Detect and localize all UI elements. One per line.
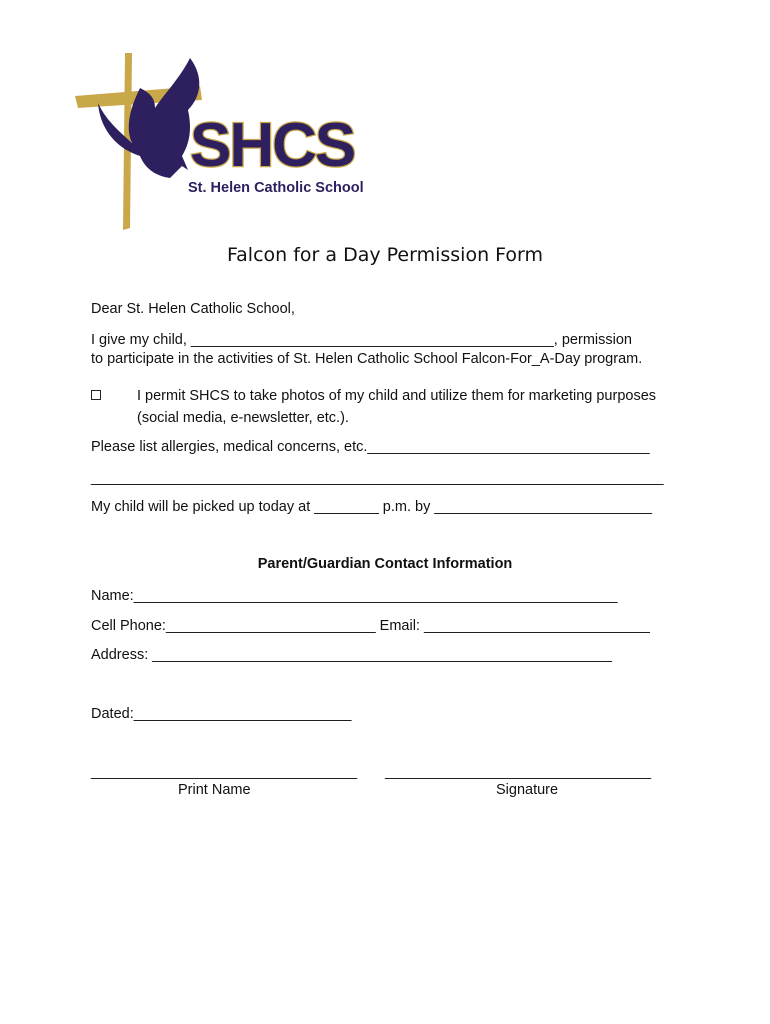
photo-permission-checkbox[interactable]	[91, 390, 101, 400]
dated-field[interactable]: Dated:___________________________	[91, 706, 352, 722]
permission-text: to participate in the activities of St. Helen Catholic School Falcon-For_A-Day program.	[91, 351, 643, 367]
print-name-line[interactable]: _________________________________	[91, 764, 358, 780]
guardian-name-field[interactable]: Name:____________________________________________________________	[91, 588, 618, 604]
child-name-field[interactable]: I give my child, _____________________________________________, permission	[91, 332, 632, 348]
signature-label: Signature	[496, 782, 559, 798]
logo-school-name: St. Helen Catholic School	[188, 180, 364, 196]
contact-heading: Parent/Guardian Contact Information	[257, 556, 513, 572]
shcs-logo-graphic	[70, 48, 370, 233]
school-logo	[70, 48, 370, 233]
print-name-label: Print Name	[178, 782, 251, 798]
address-field[interactable]: Address: _________________________________________________________	[91, 647, 612, 663]
allergies-field-continued[interactable]: _______________________________________________________________________	[91, 470, 664, 486]
allergies-field[interactable]: Please list allergies, medical concerns, etc.___________________________________	[91, 439, 650, 455]
dove-icon	[98, 58, 199, 178]
logo-acronym: SHCS	[190, 111, 355, 180]
photo-permission-text-2: (social media, e-newsletter, etc.).	[137, 410, 349, 426]
signature-line[interactable]: _________________________________	[385, 764, 652, 780]
cell-email-field[interactable]: Cell Phone:__________________________ Email: ____________________________	[91, 618, 650, 634]
pickup-field[interactable]: My child will be picked up today at ________ p.m. by ___________________________	[91, 499, 653, 515]
greeting: Dear St. Helen Catholic School,	[91, 301, 295, 317]
form-title: Falcon for a Day Permission Form	[226, 244, 544, 266]
photo-permission-text-1: I permit SHCS to take photos of my child and utilize them for marketing purposes	[137, 388, 657, 404]
